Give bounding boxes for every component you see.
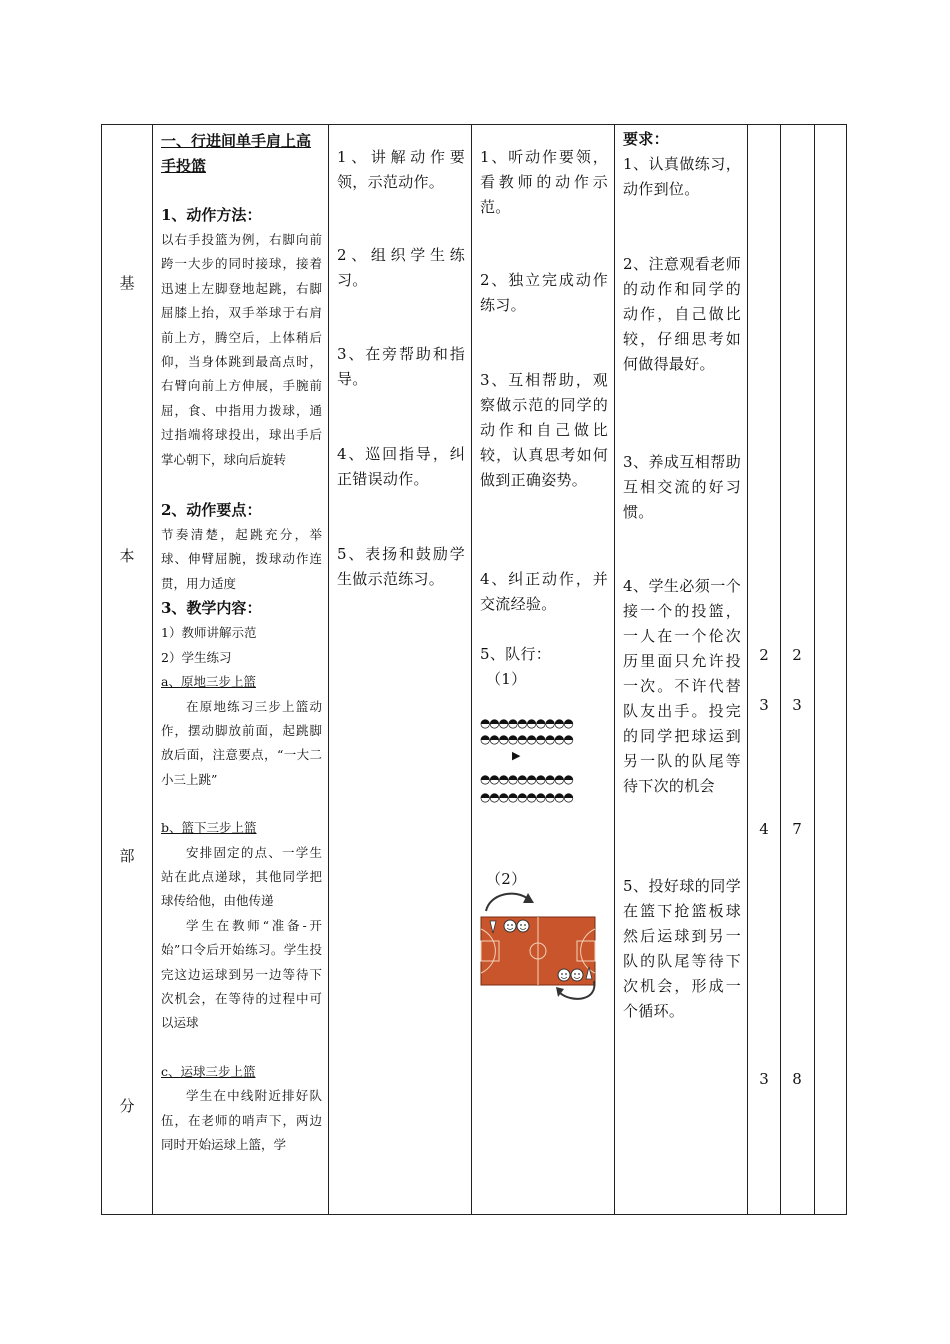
drill-b-text: 学生在教师“准备-开始”口令后开始练习。学生投完这边运球到另一边等待下次机会，在等待的过程中可以运球	[161, 917, 322, 1031]
student-item: 3、互相帮助，观察做示范的同学的动作和自己做比较，认真思考如何做到正确姿势。	[480, 371, 608, 489]
basketball-court-diagram	[476, 883, 606, 1003]
section-char: 本	[119, 547, 135, 565]
count-value: 2	[759, 646, 769, 664]
drill-c-text: 学生在中线附近排好队伍，在老师的哨声下，两边同时开始运球上篮，学	[161, 1088, 322, 1152]
drill-c-title: c、运球三步上篮	[161, 1063, 256, 1079]
teacher-item: 2、组织学生练习。	[337, 246, 465, 289]
teaching-item: 1）教师讲解示范	[161, 625, 257, 641]
requirement-item: 3、养成互相帮助互相交流的好习惯。	[623, 453, 741, 521]
time-value: 2	[792, 646, 802, 664]
formation-row: ◓◓◓◓◓◓◓◓◓◓	[480, 732, 573, 746]
count-value: 4	[759, 820, 769, 838]
count-value: 3	[759, 696, 769, 714]
section-char: 分	[119, 1097, 135, 1115]
requirements-heading: 要求：	[623, 130, 669, 148]
student-item: 2、独立完成动作练习。	[480, 271, 608, 314]
teacher-item: 5、表扬和鼓励学生做示范练习。	[337, 545, 465, 588]
method-heading: 1、动作方法：	[161, 206, 262, 224]
drill-a-title: a、原地三步上篮	[161, 674, 256, 690]
formation-label: （1）	[486, 670, 527, 688]
teacher-item: 1、讲解动作要领，示范动作。	[337, 148, 465, 191]
lesson-plan-table	[101, 124, 847, 1215]
requirement-item: 1、认真做练习，动作到位。	[623, 155, 741, 198]
student-item: 4、纠正动作，并交流经验。	[480, 570, 608, 613]
section-char: 部	[119, 847, 135, 865]
time-value: 3	[792, 696, 802, 714]
method-text: 以右手投篮为例，右脚向前跨一大步的同时接球，接着迅速上左脚登地起跳，右脚屈膝上抬，双手举球于右肩前上方，腾空后，上体稍后仰，当身体跳到最高点时，右臂向前上方伸展，手腕前屈，食、中指用力拨球，通过指端将球投出，球出手后掌心朝下，球向后旋转	[161, 232, 322, 467]
requirements-column	[615, 125, 747, 1214]
count-value: 3	[759, 1070, 769, 1088]
student-column	[472, 125, 614, 1214]
teacher-item: 3、在旁帮助和指导。	[337, 345, 465, 388]
key-points-heading: 2、动作要点：	[161, 501, 262, 520]
formation-row: ◓◓◓◓◓◓◓◓◓◓	[480, 772, 573, 786]
key-points-text: 节奏清楚，起跳充分，举球、伸臂屈腕，拨球动作连贯，用力适度	[161, 527, 322, 591]
teacher-column	[329, 125, 471, 1214]
teaching-content-heading: 3、教学内容：	[161, 599, 262, 618]
requirement-item: 4、学生必须一个接一个的投篮，一人在一个伦次历里面只允许投一次。不许代替队友出手。投完的同学把球运到另一队的队尾等待下次的机会	[623, 577, 741, 795]
requirement-item: 5、投好球的同学在篮下抢篮板球然后运球到另一队的队尾等待下次机会，形成一个循环。	[623, 877, 741, 1020]
formation-row: ◓◓◓◓◓◓◓◓◓◓	[480, 716, 573, 730]
drill-b-text: 安排固定的点、一学生站在此点递球，其他同学把球传给他，由他传递	[161, 844, 322, 909]
direction-arrow-icon: ▶	[512, 749, 521, 762]
time-value: 7	[792, 820, 802, 838]
student-item: 5、队行：	[480, 645, 552, 663]
content-column	[153, 125, 328, 1214]
formation-row: ◓◓◓◓◓◓◓◓◓◓	[480, 790, 573, 804]
time-value: 8	[792, 1070, 802, 1088]
teaching-item: 2）学生练习	[161, 649, 232, 665]
requirement-item: 2、注意观看老师的动作和同学的动作，自己做比较，仔细思考如何做得最好。	[623, 255, 741, 373]
teacher-item: 4、巡回指导，纠正错误动作。	[337, 445, 465, 488]
drill-a-text: 在原地练习三步上篮动作，摆动脚放前面，起跳脚放后面，注意要点，“一大二小三上跳”	[161, 698, 322, 787]
lesson-title: 一、行进间单手肩上高手投篮	[161, 132, 312, 175]
drill-b-title: b、篮下三步上篮	[161, 820, 257, 836]
student-item: 1、听动作要领，看教师的动作示范。	[480, 148, 608, 216]
formation-label: （2）	[486, 870, 527, 888]
section-char: 基	[119, 274, 135, 292]
